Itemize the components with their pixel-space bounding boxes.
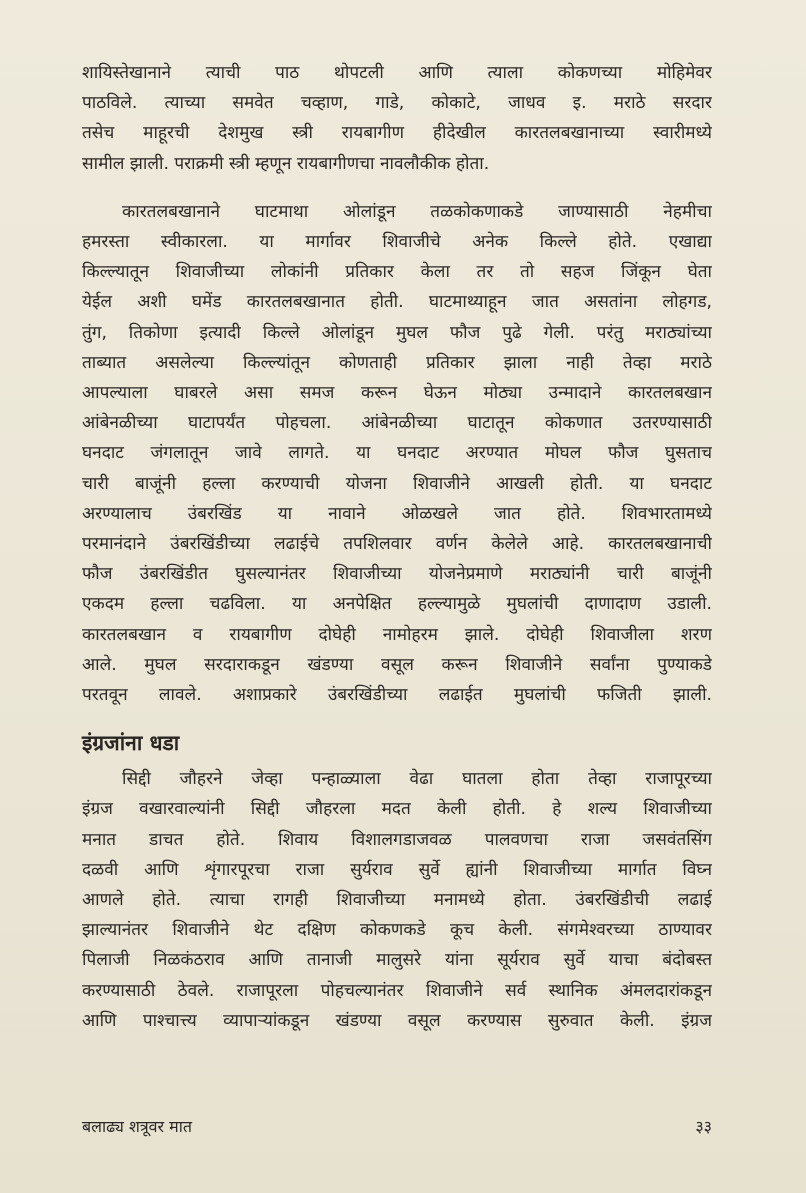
text-line: हमरस्ता स्वीकारला. या मार्गावर शिवाजीचे अनेक किल्ले होते. एखाद्या: [82, 232, 712, 253]
text-line: पाठविले. त्याच्या समवेत चव्हाण, गाडे, कोकाटे, जाधव इ. मराठे सरदार: [82, 93, 712, 114]
running-title: बलाढ्य शत्रूवर मात: [82, 1117, 193, 1136]
text-line: दळवी आणि शृंगारपूरचा राजा सुर्यराव सुर्वे ह्यांनी शिवाजीच्या मार्गात विघ्न: [82, 859, 712, 880]
text-line: एकदम हल्ला चढविला. या अनपेक्षित हल्ल्यामुळे मुघलांची दाणादाण उडाली.: [82, 594, 712, 615]
text-line: किल्ल्यातून शिवाजीच्या लोकांनी प्रतिकार केला तर तो सहज जिंकून घेता: [82, 262, 712, 283]
text-line: झाल्यानंतर शिवाजीने थेट दक्षिण कोकणकडे कूच केली. संगमेश्वरच्या ठाण्यावर: [82, 920, 712, 941]
text-line: शायिस्तेखानाने त्याची पाठ थोपटली आणि त्याला कोकणच्या मोहिमेवर: [82, 63, 712, 83]
text-line: अरण्यालाच उंबरखिंड या नावाने ओळखले जात होते. शिवभारतामध्ये: [82, 503, 712, 524]
section-heading: इंग्रजांना धडा: [82, 731, 180, 756]
text-line: ताब्यात असलेल्या किल्ल्यांतून कोणताही प्रतिकार झाला नाही तेव्हा मराठे: [82, 352, 712, 373]
text-line: तसेच माहूरची देशमुख स्त्री रायबागीण हीदेखील कारतलबखानाच्या स्वारीमध्ये: [82, 123, 712, 144]
paragraph-1: [82, 58, 712, 179]
text-line: आणले होते. त्याचा रागही शिवाजीच्या मनामध्ये होता. उंबरखिंडीची लढाई: [82, 890, 712, 911]
text-line: परतवून लावले. अशाप्रकारे उंबरखिंडीच्या लढाईत मुघलांची फजिती झाली.: [82, 685, 712, 706]
text-line: परमानंदाने उंबरखिंडीच्या लढाईचे तपशिलवार वर्णन केलेले आहे. कारतलबखानाची: [82, 534, 712, 555]
paragraph-2: [82, 197, 712, 710]
text-line: सामील झाली. पराक्रमी स्त्री म्हणून रायबागीणचा नावलौकीक होता.: [82, 153, 490, 174]
text-line: आपल्याला घाबरले असा समज करून घेऊन मोठ्या उन्मादाने कारतलबखान: [82, 383, 712, 404]
text-line: आणि पाश्चात्त्य व्यापाऱ्यांकडून खंडण्या वसूल करण्यास सुरुवात केली. इंग्रज: [82, 1010, 712, 1031]
text-line: पिलाजी निळकंठराव आणि तानाजी मालुसरे यांना सूर्यराव सुर्वे याचा बंदोबस्त: [82, 950, 712, 971]
paragraph-3: [82, 764, 712, 1036]
text-line: येईल अशी घमेंड कारतलबखानात होती. घाटमाथ्याहून जात असतांना लोहगड,: [82, 292, 712, 313]
text-line: इंग्रज वखारवाल्यांनी सिद्दी जौहरला मदत केली होती. हे शल्य शिवाजीच्या: [82, 799, 712, 820]
text-line: मनात डाचत होते. शिवाय विशालगडाजवळ पालवणचा राजा जसवंतसिंग: [82, 829, 712, 850]
page-number: ३३: [695, 1117, 712, 1136]
text-line: चारी बाजूंनी हल्ला करण्याची योजना शिवाजीने आखली होती. या घनदाट: [82, 473, 712, 494]
text-line: सिद्दी जौहरने जेव्हा पन्हाळ्याला वेढा घातला होता तेव्हा राजापूरच्या: [122, 769, 712, 790]
text-line: तुंग, तिकोणा इत्यादी किल्ले ओलांडून मुघल फौज पुढे गेली. परंतु मराठ्यांच्या: [82, 322, 712, 343]
text-line: कारतलबखान व रायबागीण दोघेही नामोहरम झाले. दोघेही शिवाजीला शरण: [82, 624, 712, 645]
text-line: घनदाट जंगलातून जावे लागते. या घनदाट अरण्यात मोघल फौज घुसताच: [82, 443, 712, 464]
page-content: [82, 58, 712, 1036]
text-line: कारतलबखानाने घाटमाथा ओलांडून तळकोकणाकडे जाण्यासाठी नेहमीचा: [122, 201, 712, 222]
text-line: आले. मुघल सरदाराकडून खंडण्या वसूल करून शिवाजीने सर्वांना पुण्याकडे: [82, 654, 712, 675]
text-line: फौज उंबरखिंडीत घुसल्यानंतर शिवाजीच्या योजनेप्रमाणे मराठ्यांनी चारी बाजूंनी: [82, 564, 712, 585]
text-line: आंबेनळीच्या घाटापर्यंत पोहचला. आंबेनळीच्या घाटातून कोकणात उतरण्यासाठी: [82, 413, 712, 434]
text-line: करण्यासाठी ठेवले. राजापूरला पोहचल्यानंतर शिवाजीने सर्व स्थानिक अंमलदारांकडून: [82, 980, 712, 1001]
